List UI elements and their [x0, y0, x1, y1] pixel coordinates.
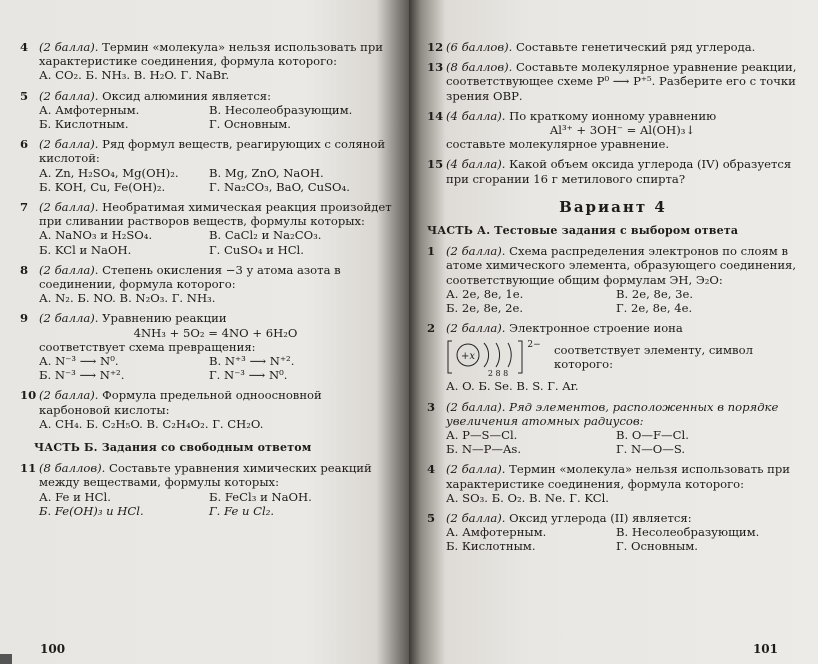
reaction-equation: 4NH₃ + 5O₂ = 4NO + 6H₂O — [133, 325, 298, 340]
question-points: (6 баллов). — [446, 40, 513, 54]
question-number: 8 — [20, 262, 29, 277]
option-v: В. Несолеобразующим. — [616, 525, 760, 540]
question-number: 7 — [20, 200, 29, 215]
v4-question-1 — [427, 244, 799, 315]
question-text-2: соответствует схема превращения: — [39, 339, 256, 354]
question-points: (2 балла). — [39, 388, 99, 403]
option-a: А. N⁻³ ⟶ N⁰. — [39, 354, 119, 369]
options-line: А. CH₄. Б. C₂H₅O. В. C₂H₄O₂. Г. CH₂O. — [39, 416, 264, 431]
question-text: Составьте генетический ряд углерода. — [515, 40, 756, 54]
question-points: (2 балла). — [39, 311, 99, 326]
option-b: Б. Кислотным. — [39, 117, 129, 132]
option-a: А. 2е, 8е, 1е. — [446, 286, 524, 301]
variant-heading: Вариант 4 — [559, 197, 667, 216]
options-line: А. O. Б. Se. В. S. Г. Ar. — [446, 379, 579, 394]
question-text: Степень окисления −3 у атома азота в соединении, формула которого: — [39, 262, 341, 292]
option-v: В. CaCl₂ и Na₂CO₃. — [209, 228, 322, 243]
ion-charge: 2− — [527, 340, 541, 351]
question-number: 15 — [427, 157, 444, 172]
option-a: А. P—S—Cl. — [446, 428, 518, 443]
option-a: А. Амфотерным. — [446, 525, 547, 540]
question-text: По краткому ионному уравнению — [509, 108, 717, 123]
options-line: А. N₂. Б. NO. В. N₂O₃. Г. NH₃. — [39, 291, 216, 306]
left-column — [20, 40, 392, 524]
options-line: А. SO₃. Б. O₂. В. Ne. Г. KCl. — [446, 490, 609, 505]
v4-question-4 — [427, 462, 799, 505]
question-7 — [20, 200, 392, 257]
option-c: Б. Fe(OH)₃ и HCl. — [39, 503, 144, 518]
question-number: 13 — [427, 60, 444, 75]
option-v: В. Mg, ZnO, NaOH. — [209, 165, 324, 180]
question-points: (2 балла). — [446, 462, 506, 477]
option-g: Г. N⁻³ ⟶ N⁰. — [209, 368, 288, 383]
v4-question-5 — [427, 511, 799, 554]
options-line: А. CO₂. Б. NH₃. В. H₂O. Г. NaBr. — [39, 68, 230, 83]
question-4 — [20, 40, 392, 83]
question-number: 11 — [20, 461, 37, 476]
question-10 — [20, 388, 392, 431]
option-g: Г. CuSO₄ и HCl. — [209, 242, 304, 257]
option-v: В. O—F—Cl. — [616, 428, 689, 443]
question-text: Оксид углерода (II) является: — [509, 511, 692, 526]
question-text: Составьте молекулярное уравнение реакции, соответствующее схеме P⁰ ⟶ P⁺⁵. Разберите его с точки зрения ОВР. — [446, 60, 797, 103]
question-points: (2 балла). — [446, 399, 506, 414]
option-b: Б. FeCl₃ и NaOH. — [209, 489, 312, 504]
option-b: Б. KOH, Cu, Fe(OH)₂. — [39, 179, 166, 194]
question-text: Составьте уравнения химических реакций между веществами, формулы которых: — [39, 461, 372, 490]
question-text-2: составьте молекулярное уравнение. — [446, 137, 670, 152]
question-8 — [20, 263, 392, 306]
question-points: (2 балла). — [39, 40, 99, 54]
question-points: (2 балла). — [39, 262, 99, 277]
question-points: (2 балла). — [39, 88, 99, 103]
nucleus-charge: +x — [460, 351, 476, 363]
ionic-equation: Al³⁺ + 3OH⁻ = Al(OH)₃↓ — [549, 123, 696, 138]
question-text: Ряд элементов, расположенных в порядке увеличения атомных радиусов: — [446, 399, 779, 428]
question-number: 4 — [427, 462, 436, 477]
question-text: Электронное строение иона — [509, 321, 683, 336]
atom-shells-icon — [446, 337, 542, 377]
right-page — [409, 0, 818, 664]
option-b: Б. Кислотным. — [446, 539, 536, 554]
option-b: Б. N—P—As. — [446, 442, 522, 457]
question-number: 9 — [20, 311, 29, 326]
option-a: А. Fe и HCl. — [39, 489, 111, 504]
question-text: Оксид алюминия является: — [102, 88, 272, 103]
question-text: Ряд формул веществ, реагирующих с соляной кислотой: — [39, 137, 386, 166]
question-points: (2 балла). — [39, 137, 99, 152]
electron-shell-diagram — [446, 337, 799, 377]
page-number-left: 100 — [40, 642, 66, 656]
question-number: 5 — [427, 511, 436, 526]
option-a: А. NaNO₃ и H₂SO₄. — [39, 228, 153, 243]
section-a-heading: ЧАСТЬ А. Тестовые задания с выбором ответа — [427, 224, 739, 238]
question-number: 4 — [20, 40, 29, 54]
question-text: Формула предельной одноосновной карбоновой кислоты: — [39, 388, 322, 417]
question-points: (4 балла). — [446, 157, 506, 172]
question-number: 2 — [427, 321, 436, 336]
option-a: А. Zn, H₂SO₄, Mg(OH)₂. — [39, 165, 179, 180]
option-g: Г. Fe и Cl₂. — [209, 503, 275, 518]
right-column — [427, 40, 799, 560]
section-b-heading: ЧАСТЬ Б. Задания со свободным ответом — [34, 441, 312, 455]
option-g: Г. 2е, 8е, 4е. — [616, 301, 693, 316]
shell-electrons: 2 8 8 — [487, 369, 509, 378]
scan-marker — [0, 654, 12, 664]
option-g: Г. Основным. — [209, 117, 291, 132]
question-text-after: соответствует элементу, символ которого: — [554, 343, 753, 372]
question-number: 10 — [20, 388, 37, 403]
question-points: (2 балла). — [446, 321, 506, 336]
question-points: (8 баллов). — [39, 461, 106, 476]
option-g: Г. Основным. — [616, 539, 698, 554]
option-v: В. N⁺³ ⟶ N⁺². — [209, 354, 295, 369]
question-text: Термин «молекула» нельзя использовать при характеристике соединения, формула которого: — [39, 40, 383, 69]
question-points: (4 балла). — [446, 108, 506, 123]
question-points: (8 баллов). — [446, 60, 513, 75]
question-number: 1 — [427, 244, 436, 259]
option-v: В. Несолеобразующим. — [209, 102, 353, 117]
question-11 — [20, 461, 392, 518]
question-number: 3 — [427, 399, 436, 414]
question-points: (2 балла). — [446, 511, 506, 526]
question-points: (2 балла). — [446, 244, 506, 259]
question-6 — [20, 137, 392, 194]
question-15 — [427, 157, 799, 185]
question-13 — [427, 60, 799, 103]
option-b: Б. 2е, 8е, 2е. — [446, 301, 524, 316]
option-b: Б. KCl и NaOH. — [39, 242, 132, 257]
question-14 — [427, 109, 799, 152]
question-text: Термин «молекула» нельзя использовать при характеристике соединения, формула которого: — [446, 462, 790, 491]
question-number: 6 — [20, 137, 29, 152]
question-text: Какой объем оксида углерода (IV) образуется при сгорании 16 г метилового спирта? — [446, 157, 792, 186]
option-b: Б. N⁻³ ⟶ N⁺². — [39, 368, 125, 383]
question-text: Схема распределения электронов по слоям в атоме химического элемента, образующего соединения, соответствующие общим формулам ЭН, Э₂О: — [446, 244, 797, 287]
option-g: Г. N—O—S. — [616, 442, 686, 457]
question-text: Необратимая химическая реакция произойдет при сливании растворов веществ, формулы которых: — [39, 200, 392, 229]
question-12 — [427, 40, 799, 54]
question-9 — [20, 311, 392, 382]
question-number: 12 — [427, 40, 444, 54]
v4-question-3 — [427, 400, 799, 457]
question-5 — [20, 89, 392, 132]
page-number-right: 101 — [752, 642, 778, 656]
option-g: Г. Na₂CO₃, BaO, CuSO₄. — [209, 179, 350, 194]
question-points: (2 балла). — [39, 200, 99, 215]
question-number: 5 — [20, 88, 29, 103]
question-number: 14 — [427, 108, 444, 123]
option-v: В. 2е, 8е, 3е. — [616, 286, 694, 301]
v4-question-2 — [427, 321, 799, 393]
option-a: А. Амфотерным. — [39, 102, 140, 117]
question-text: Уравнению реакции — [102, 311, 227, 326]
